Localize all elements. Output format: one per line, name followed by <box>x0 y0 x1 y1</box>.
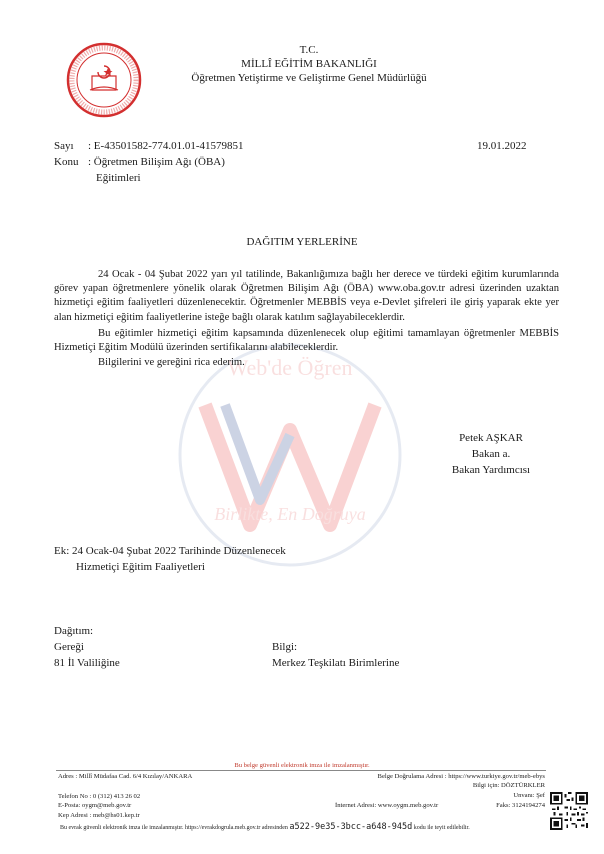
signatory-name: Petek AŞKAR <box>459 432 523 444</box>
footer-address: Adres : Millî Müdafaa Cad. 6/4 Kızılay/ANKARA <box>58 773 193 780</box>
watermark-brand: Web'de Öğren <box>227 355 353 380</box>
footer-info-for: Bilgi için: DÖZTÜRKLER <box>472 782 545 789</box>
letter-body <box>54 268 559 370</box>
distribution-gereği-label: Gereği <box>54 641 84 653</box>
verification-prefix: Bu evrak güvenli elektronik imza ile imzalanmıştır. https://evrakdogrula.meb.gov.tr adresinden <box>60 825 288 831</box>
qr-code-icon <box>550 792 588 830</box>
footer-verification-line <box>60 823 540 833</box>
footer-internet[interactable]: İnternet Adresi: www.oygm.meb.gov.tr <box>335 802 439 809</box>
footer-kep[interactable]: Kep Adresi : meb@hs01.kep.tr <box>58 812 140 819</box>
paragraph-3: Bilgilerini ve gereğini rica ederim. <box>98 357 245 369</box>
verification-suffix: kodu ile teyit edilebilir. <box>413 825 470 831</box>
footer-title-role: Unvanı: Şef <box>513 792 545 799</box>
verification-code: a522-9e35-3bcc-a648-945d <box>289 822 413 832</box>
footer-email[interactable]: E-Posta: oygm@meb.gov.tr <box>58 802 132 809</box>
letterhead <box>170 43 448 85</box>
signature-block <box>436 431 546 477</box>
distribution-gereği-value: 81 İl Valiliğine <box>54 657 120 669</box>
footer-verify-url[interactable]: Belge Doğrulama Adresi : https://www.turkiye.gov.tr/meb-ebys <box>377 773 545 780</box>
konu-label: Konu <box>54 156 79 168</box>
watermark-tagline: Birlikte, En Doğruya <box>214 504 366 524</box>
document-date: 19.01.2022 <box>477 140 527 152</box>
konu-value-cont: Eğitimleri <box>96 172 141 184</box>
sayi-label: Sayı <box>54 140 74 152</box>
sayi-value: : E-43501582-774.01.01-41579851 <box>88 140 244 152</box>
addressee: DAĞITIM YERLERİNE <box>246 236 358 248</box>
footer-fax: Faks: 3124194274 <box>496 802 545 809</box>
footer-phone: Telefon No : 0 (312) 413 26 02 <box>58 793 141 800</box>
distribution-title: Dağıtım: <box>54 625 94 637</box>
distribution-bilgi-label: Bilgi: <box>272 641 298 653</box>
signatory-role-2: Bakan Yardımcısı <box>451 464 531 476</box>
attachment-line-2: Hizmetiçi Eğitim Faaliyetleri <box>76 561 205 573</box>
header-country: T.C. <box>299 44 319 56</box>
signatory-role-1: Bakan a. <box>471 448 511 460</box>
meb-emblem-icon <box>66 42 142 118</box>
esign-notice: Bu belge güvenli elektronik imza ile imzalanmıştır. <box>234 762 370 769</box>
attachment-line-1: Ek: 24 Ocak-04 Şubat 2022 Tarihinde Düzenlenecek <box>54 545 286 557</box>
konu-value: : Öğretmen Bilişim Ağı (ÖBA) <box>88 156 225 168</box>
paragraph-2: Bu eğitimler hizmetiçi eğitim kapsamında düzenlenecek olup eğitimi tamamlayan öğretmenler MEBBİS Hizmetiçi Eğitim Modülü üzerinden sertifikalarını alabileceklerdir. <box>54 327 559 354</box>
header-directorate: Öğretmen Yetiştirme ve Geliştirme Genel Müdürlüğü <box>191 72 427 84</box>
header-ministry: MİLLÎ EĞİTİM BAKANLIĞI <box>241 58 377 70</box>
footer-divider <box>56 770 546 771</box>
distribution-bilgi-value: Merkez Teşkilatı Birimlerine <box>272 657 400 669</box>
paragraph-1: 24 Ocak - 04 Şubat 2022 yarı yıl tatilinde, Bakanlığımıza bağlı her derece ve türdeki eğitim kurumlarında görev yapan öğretmenlere yönelik olarak Öğretmen Bilişim Ağı (ÖBA) www.oba.gov.tr adresi üzerinden uzaktan hizmetiçi eğitim faaliyetleri düzenlenecektir. Öğretmenler MEBBİS veya e-Devlet şifreleri ile giriş yaparak ekte yer alan hizmetiçi eğitim faaliyetlerine isteğe bağlı olarak katılım sağlayabileceklerdir. <box>54 269 559 323</box>
